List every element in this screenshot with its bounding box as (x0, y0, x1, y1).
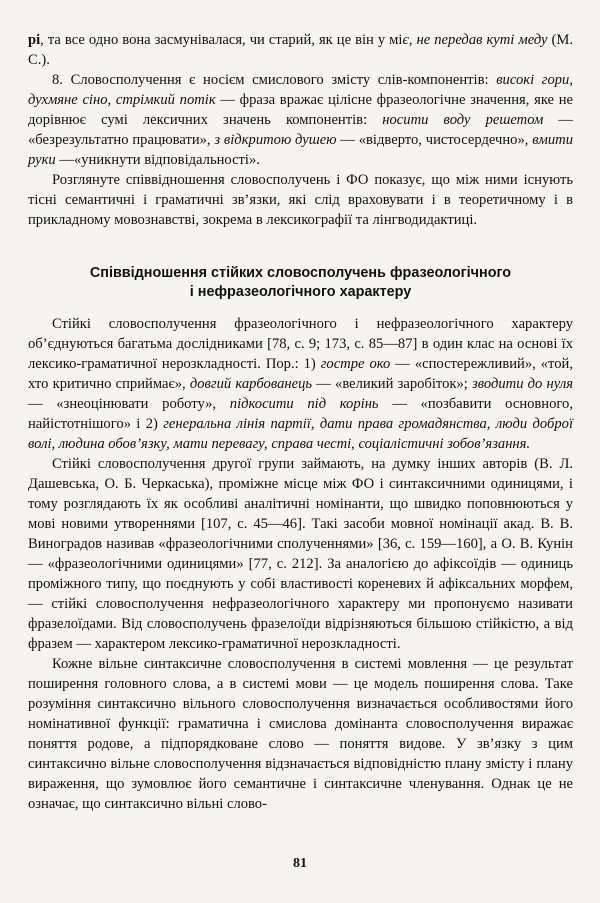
italic-fragment: гостре око (320, 356, 391, 372)
compare-paragraph: Розглянуте співвідношення словосполучень і ФО показує, що між ними існують тісні семантичні і граматичні зв’язки, які слід враховувати і в теоретичному і в прикладному мовознавстві, зокрема в лексикографії та лінгводидактиці. (28, 172, 573, 228)
point-8-paragraph (28, 70, 573, 170)
text-fragment: , та все одно вона засмунівалася, чи старий, як це він у мі (40, 32, 403, 48)
text-fragment: — «відверто, чистосердечно», (336, 132, 533, 148)
italic-fragment: зводити до нуля (472, 376, 574, 392)
italic-fragment: генеральна лінія партії, дати права громадянства, люди доброї волі, людина обов’язку, мати перевагу, справа честі, соціалістичні зобов’язання. (28, 416, 573, 452)
text-fragment: — «знеоцінювати роботу», (28, 396, 230, 412)
text-fragment: — фраза вражає цілісне фразеологічне значення, яке не дорівнює сумі лексичних значень компонентів: (28, 92, 573, 128)
text-fragment: — «великий заробіток»; (312, 376, 473, 392)
italic-fragment: високі гори, духмяне сіно, стрімкий потік (28, 72, 573, 108)
text-fragment: Стійкі словосполучення фразеологічного і нефразеологічного характеру об’єднуються багатьма дослідниками [78, с. 9; 173, с. 85—87] в один клас на основі їх лексико-граматичної нерозкладності. Пор.: 1) (28, 316, 573, 372)
italic-fragment: з відкритою душею (214, 132, 337, 148)
text-fragment: — «спостережливий», «той, хто критично сприймає», (28, 356, 574, 392)
text-fragment: — «позбавити основного, найістотнішого» і 2) (28, 396, 573, 432)
italic-fragment: носити воду решетом (382, 112, 544, 128)
italic-fragment: підкосити під корінь (229, 396, 379, 412)
italic-fragment: вмити руки (28, 132, 574, 168)
paragraph-3: Кожне вільне синтаксичне словосполучення в системі мовлення — це результат поширення головного слова, а в системі мови — це модель поширення слова. Таке розуміння синтаксично вільного словосполучення визначається особливостями його номінативної функції: граматична і смислова домінанта словосполучення виражає поняття родове, а підпорядковане слово — поняття видове. У зв’язку з цим синтаксично вільне словосполучення відзначається відповідністю плану змісту і плану вираження, що зумовлює його семантичне і синтаксичне членування. Однак це не означає, що синтаксично вільні слово- (28, 656, 573, 812)
section-heading (28, 264, 573, 302)
text-fragment: — «безрезультатно працювати», (28, 112, 573, 148)
page-body (28, 30, 573, 814)
paragraph-1 (28, 314, 573, 454)
text-fragment: (М. С.). (28, 32, 573, 68)
paragraph-2: Стійкі словосполучення другої групи займають, на думку інших авторів (В. Л. Дашевська, О. Б. Черкаська), проміжне місце між ФО і синтаксичними одиницями, і тому розглядають їх як особливі аналітичні номінанти, що швидко поповнюються у мові новими утвореннями [107, с. 45—46]. Такі засоби мовної номінації акад. В. В. Виноградов називав «фразеологічними сполученнями» [36, с. 159—160], а О. В. Кунін — «фразеологічними одиницями» [77, с. 212]. За аналогією до афіксоїдів — одиниць проміжного типу, що поєднують у собі властивості кореневих й афіксальних морфем,— стійкі словосполучення нефразеологічного характеру ми пропонуємо називати фразелоїдами. Від словосполучень фразелоїди відрізняються більшою стійкістю, а від фразем — характером лексико-граматичної нерозкладності. (28, 456, 573, 652)
section-heading-line: і нефразеологічного характеру (189, 284, 412, 300)
page-number: 81 (293, 856, 307, 871)
italic-fragment: є, не передав кутi меду (402, 32, 548, 48)
text-fragment: рі (28, 32, 41, 48)
italic-fragment: довгий карбованець (189, 376, 313, 392)
text-fragment: 8. Словосполучення є носієм смислового змісту слів-компонентів: (52, 72, 497, 88)
section-8-continuation (28, 30, 573, 70)
text-fragment: —«уникнути відповідальності». (55, 152, 260, 168)
section-heading-line: Співвідношення стійких словосполучень фразеологічного (89, 265, 512, 281)
